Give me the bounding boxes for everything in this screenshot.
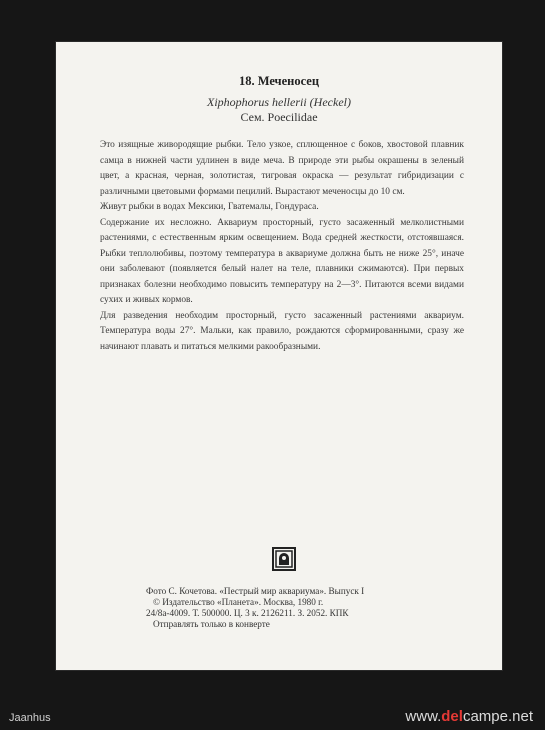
latin-name: Xiphophorus hellerii (Heckel) bbox=[207, 95, 351, 109]
watermark-accent: del bbox=[441, 708, 463, 725]
watermark-seller: Jaanhus bbox=[9, 712, 51, 724]
mailing-note: Отправлять только в конверте bbox=[153, 619, 270, 629]
paragraph: Это изящные живородящие рыбки. Тело узкое, сплющенное с боков, хвостовой плавник самца в нижней части удлинен в виде меча. В природе эти рыбы окрашены в зеленый цвет, а красная, черная, золотистая, тигровая окраска — результат гибридизации с различными цветовыми формами пецилий. Вырастают меченосцы до 10 см. bbox=[100, 140, 464, 197]
paragraph: Живут рыбки в водах Мексики, Гватемалы, Гондураса. bbox=[100, 202, 319, 212]
publisher-logo-icon bbox=[272, 547, 296, 571]
postcard bbox=[56, 42, 502, 670]
publisher-credit: © Издательство «Планета». Москва, 1980 г. bbox=[153, 597, 324, 607]
watermark-suffix: campe.net bbox=[462, 708, 533, 725]
description bbox=[100, 138, 464, 355]
print-info: 24/8а-4009. Т. 500000. Ц. 3 к. 2126211. З. 2052. КПК bbox=[146, 608, 349, 618]
card-title: 18. Меченосец bbox=[238, 74, 320, 88]
paragraph: Содержание их несложно. Аквариум просторный, густо засаженный мелколистными растениями, с естественным ярким освещением. Вода средней жесткости, отстоявшаяся. Рыбки теплолюбивы, поэтому температура в аквариуме должна быть не ниже 25°, иначе они заболевают (появляется белый налет на теле, плавники сжимаются). При первых признаках болезни необходимо повысить температуру на 2—3°. Питаются всеми видами сухих и живых кормов. bbox=[100, 217, 464, 305]
family-name: Сем. Poecilidae bbox=[240, 110, 318, 124]
credits bbox=[146, 586, 446, 630]
photo-credit: Фото С. Кочетова. «Пестрый мир аквариума». Выпуск I bbox=[146, 586, 365, 596]
watermark-prefix: www. bbox=[405, 708, 442, 725]
paragraph: Для разведения необходим просторный, густо засаженный растениями аквариум. Температура воды 27°. Мальки, как правило, рождаются сформированными, сразу же начинают плавать и питаться мелкими ракообразными. bbox=[100, 310, 464, 352]
watermark-site bbox=[405, 708, 533, 725]
